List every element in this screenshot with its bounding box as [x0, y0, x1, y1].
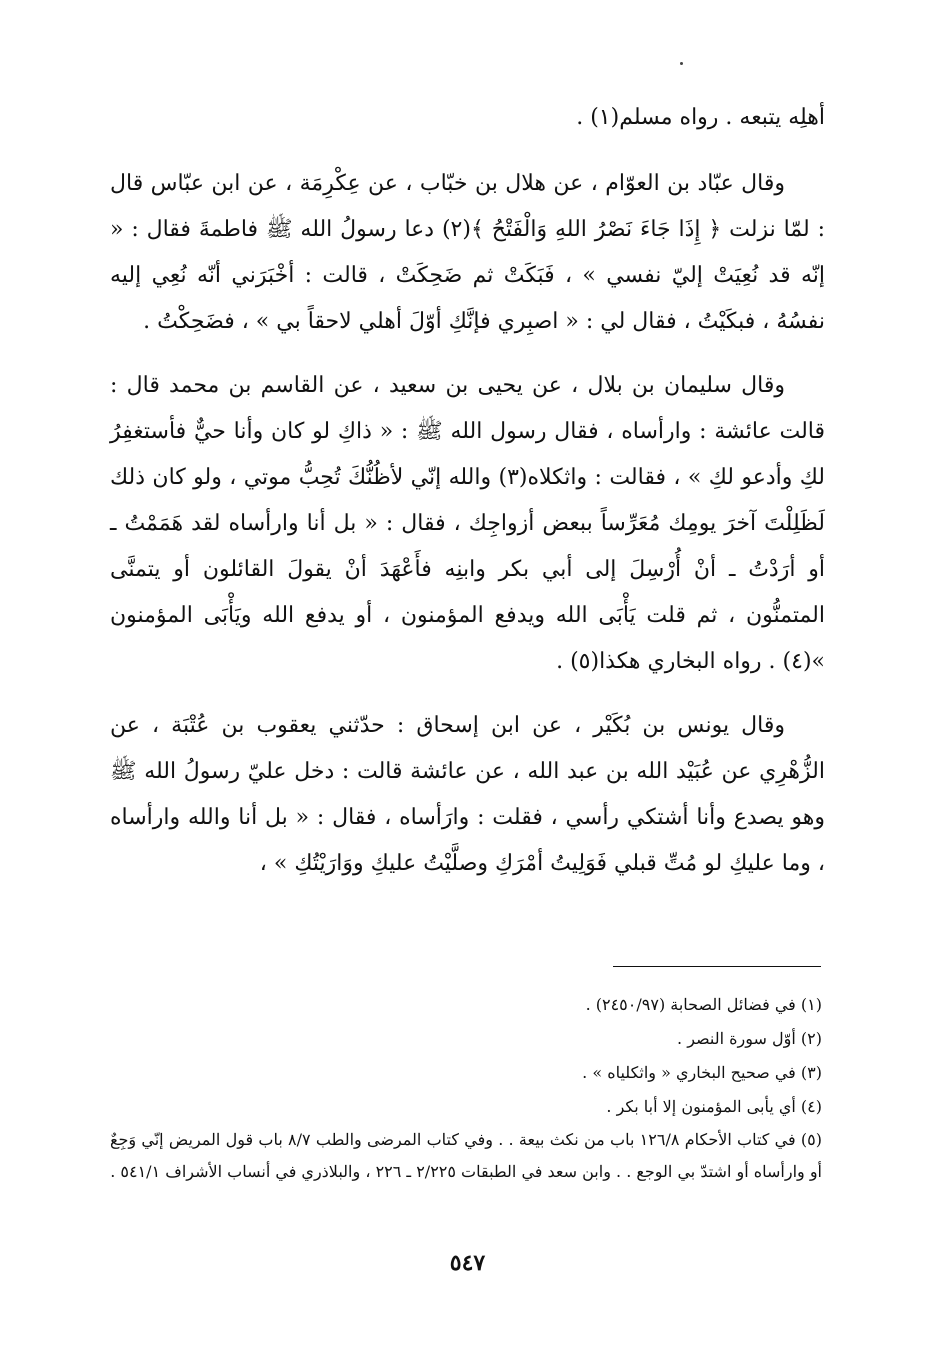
footnotes: [110, 988, 822, 1188]
footnote-divider: [613, 966, 821, 967]
footnote-1: (١) في فضائل الصحابة (٢٤٥٠/٩٧) .: [585, 995, 822, 1014]
paragraph-text: وقال عبّاد بن العوّام ، عن هلال بن خبّاب ، عن عِكْرِمَة ، عن ابن عبّاس قال : لمّا نزلت ﴿ إِذَا جَاءَ نَصْرُ اللهِ وَالْفَتْحُ ﴾(٢) دعا رسولُ الله ﷺ فاطمةَ فقال : « إنّه قد نُعِيَتْ إليّ نفسي » ، فَبَكَتْ ثم ضَحِكَتْ ، قالت : أخْبَرَني أنّه نُعِي إليه نفسُهُ ، فبكَيْتُ ، فقال لي : « اصبِري فإنَّكِ أوّلَ أهلي لاحقاً بي » ، فضَحِكْتُ .: [110, 171, 826, 334]
paragraph-ibn-abbas: [110, 161, 825, 345]
footnote-5: (٥) في كتاب الأحكام ١٢٦/٨ باب من نكث بيعة . . وفي كتاب المرضى والطب ٨/٧ باب قول المريض إنّي وَجِعٌ أو وارأساه أو اشتدّ بي الوجع . . وابن سعد في الطبقات ٢/٢٢٥ ـ ٢٢٦ ، والبلاذري في أنساب الأشراف ٥٤١/١ .: [110, 1130, 823, 1181]
paragraph-text: وقال سليمان بن بلال ، عن يحيى بن سعيد ، عن القاسم بن محمد قال : قالت عائشة : وارأساه ، فقال رسول الله ﷺ : « ذاكِ لو كان وأنا حيٌّ فأستغفِرُ لكِ وأدعو لكِ » ، فقالت : واثكلاه(٣) والله إنّي لأظُنُّكَ تُحِبُّ موتي ، ولو كان ذلك لَظَلِلْتَ آخرَ يومِك مُعَرِّساً ببعض أزواجِك ، فقال : « بل أنا وارأساه لقد هَمَمْتُ ـ أو أرَدْتُ ـ أنْ أُرْسِلَ إلى أبي بكر وابنِه فأَعْهَدَ أنْ يقولَ القائلون أو يتمنَّى المتمنُّون ، ثم قلت يَأْبَى الله ويدفع المؤمنون ، أو يدفع الله ويَأْبَى المؤمنون »(٤) . رواه البخاري هكذا(٥) .: [110, 373, 825, 674]
footnote-3: (٣) في صحيح البخاري « واثكلياه » .: [582, 1063, 822, 1082]
paragraph-text: وقال يونس بن بُكَيْر ، عن ابن إسحاق : حدّثني يعقوب بن عُتْبَة ، عن الزُّهْرِي عن عُبَيْد الله بن عبد الله ، عن عائشة قالت : دخل عليّ رسولُ الله ﷺ وهو يصدع وأنا أشتكي رأسي ، فقلت : وارَأساه ، فقال : « بل أنا والله وارأساه ، وما عليكِ لو مُتِّ قبلي فَوَلِيتُ أمْرَكِ وصلَّيْتُ عليكِ ووَارَيْتُكِ » ،: [110, 713, 825, 876]
paragraph-yunus-bukayr: [110, 703, 825, 887]
footnote-4: (٤) أي يأبى المؤمنون إلا أبا بكر .: [606, 1097, 822, 1116]
page-speck: [680, 62, 683, 65]
paragraph-aisha-warasah: [110, 363, 825, 685]
page-number: ٥٤٧: [449, 1250, 486, 1276]
footnote-2: (٢) أوّل سورة النصر .: [677, 1029, 822, 1048]
main-text: [110, 95, 825, 887]
paragraph-continuation: أهلِه يتبعه . رواه مسلم(١) .: [576, 105, 825, 130]
